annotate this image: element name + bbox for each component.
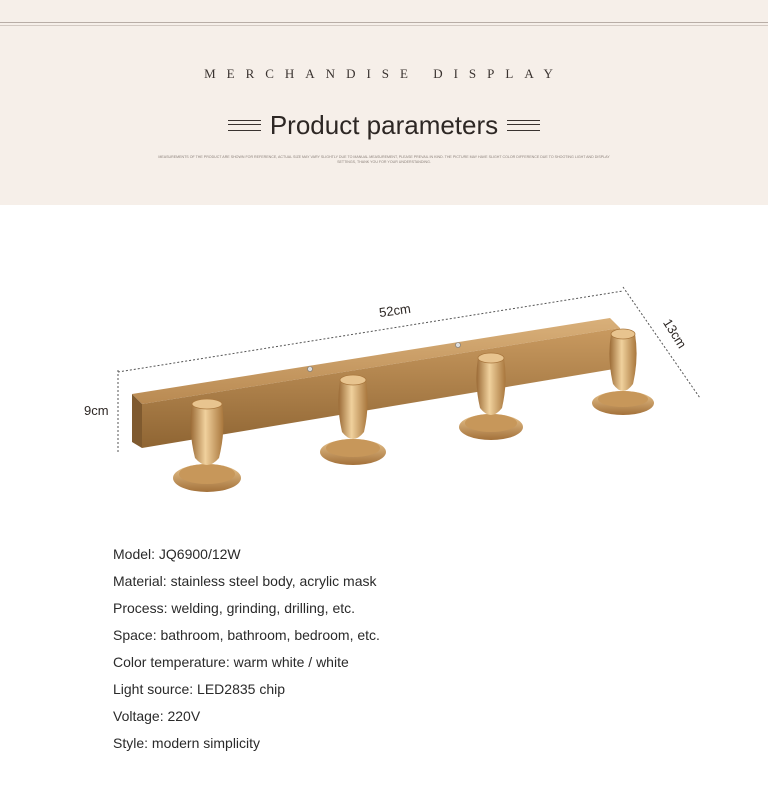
spec-material: Material: stainless steel body, acrylic mask: [113, 573, 377, 589]
fine-print: MEASUREMENTS OF THE PRODUCT ARE SHOWN FOR REFERENCE, ACTUAL SIZE MAY VARY SLIGHTLY DUE TO MANUAL MEASUREMENT, PLEASE PREVAIL IN KIND. THE PICTURE MAY HAVE SLIGHT COLOR DIFFERENCE DUE TO SHOOTING LIGHT AND DISPLAY SETTINGS, THANK YOU FOR YOUR UNDERSTANDING.: [158, 155, 610, 164]
title-decoration-right: [507, 120, 540, 131]
spec-space: Space: bathroom, bathroom, bedroom, etc.: [113, 627, 380, 643]
spec-voltage: Voltage: 220V: [113, 708, 201, 724]
spec-light-source: Light source: LED2835 chip: [113, 681, 285, 697]
spec-model: Model: JQ6900/12W: [113, 546, 241, 562]
dimension-depth: 13cm: [660, 316, 690, 351]
title-row: [0, 110, 768, 141]
spec-style: Style: modern simplicity: [113, 735, 261, 751]
spec-process: Process: welding, grinding, drilling, etc.: [113, 600, 356, 616]
top-divider-secondary: [0, 25, 768, 26]
dimension-length: 52cm: [378, 300, 412, 321]
top-divider: [0, 22, 768, 23]
section-eyebrow: MERCHANDISE DISPLAY: [204, 66, 564, 81]
page-title: Product parameters: [269, 110, 499, 140]
spec-color-temperature: Color temperature: warm white / white: [113, 654, 349, 670]
title-decoration-left: [228, 120, 261, 131]
dimension-height: 9cm: [84, 403, 109, 418]
header-banner: [0, 0, 768, 205]
spec-list: [113, 545, 380, 761]
